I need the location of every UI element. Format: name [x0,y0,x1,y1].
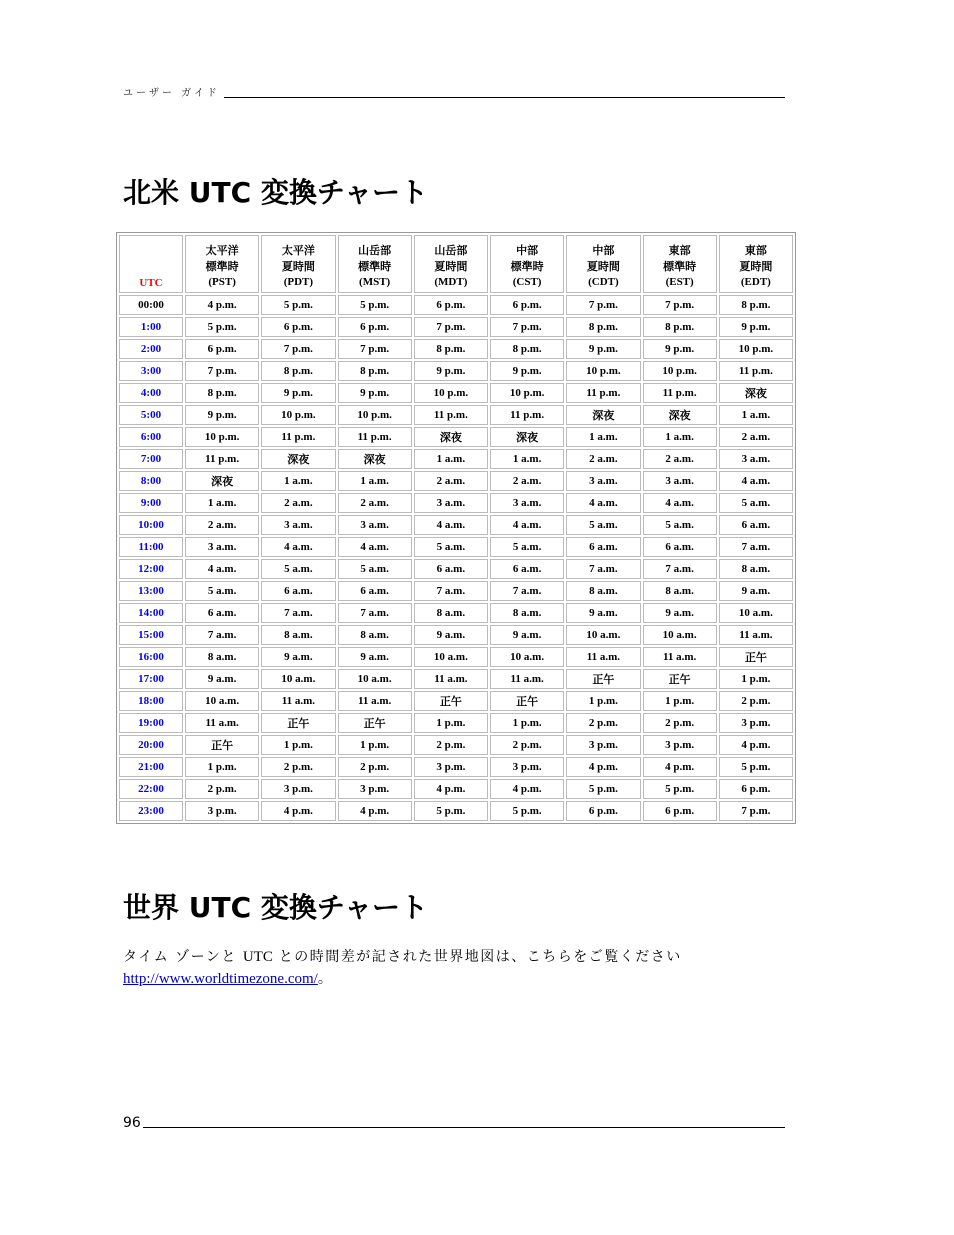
column-header-name: 山岳部 [434,244,468,257]
local-time-cell: 10 p.m. [185,427,259,447]
local-time-cell: 7 p.m. [566,295,640,315]
column-header-name: 東部 [668,244,691,257]
local-time-cell: 11 a.m. [261,691,335,711]
local-time-cell: 3 p.m. [566,735,640,755]
header-label: ユーザー ガイド [123,88,220,99]
local-time-cell: 7 p.m. [490,317,564,337]
local-time-cell: 6 p.m. [414,295,488,315]
local-time-cell: 9 p.m. [719,317,793,337]
local-time-cell: 2 p.m. [338,757,412,777]
local-time-cell: 3 a.m. [643,471,717,491]
utc-time-cell: 13:00 [119,581,183,601]
column-header-name: 夏時間 [281,260,315,273]
table-header-row [119,235,793,293]
column-header-cdt [566,235,640,293]
local-time-cell: 6 a.m. [338,581,412,601]
local-time-cell: 10 a.m. [414,647,488,667]
local-time-cell: 8 p.m. [414,339,488,359]
column-header-pdt [261,235,335,293]
utc-conversion-table [116,232,796,824]
local-time-cell: 3 a.m. [185,537,259,557]
local-time-cell: 11 p.m. [414,405,488,425]
utc-time-cell: 18:00 [119,691,183,711]
local-time-cell: 6 p.m. [719,779,793,799]
local-time-cell: 7 a.m. [185,625,259,645]
table-row [119,801,793,821]
column-header-abbr: (EST) [665,276,694,288]
utc-time-cell: 9:00 [119,493,183,513]
local-time-cell: 10 a.m. [490,647,564,667]
local-time-cell: 深夜 [414,427,488,447]
column-header-abbr: (PDT) [283,276,314,288]
local-time-cell: 深夜 [185,471,259,491]
local-time-cell: 1 a.m. [414,449,488,469]
local-time-cell: 3 a.m. [261,515,335,535]
local-time-cell: 6 p.m. [490,295,564,315]
local-time-cell: 8 a.m. [719,559,793,579]
local-time-cell: 11 p.m. [643,383,717,403]
local-time-cell: 8 p.m. [261,361,335,381]
local-time-cell: 2 p.m. [261,757,335,777]
local-time-cell: 2 a.m. [261,493,335,513]
local-time-cell: 2 a.m. [566,449,640,469]
column-header-name: 山岳部 [358,244,392,257]
table-row [119,383,793,403]
local-time-cell: 深夜 [338,449,412,469]
local-time-cell: 11 p.m. [261,427,335,447]
local-time-cell: 3 p.m. [261,779,335,799]
local-time-cell: 1 p.m. [338,735,412,755]
column-header-name: 標準時 [358,260,392,273]
header-rule [224,97,785,98]
local-time-cell: 2 a.m. [643,449,717,469]
table-row [119,757,793,777]
column-header-mdt [414,235,488,293]
column-header-name: 夏時間 [739,260,773,273]
column-header-abbr: (MDT) [434,276,468,288]
column-header-name: 東部 [744,244,767,257]
local-time-cell: 11 a.m. [338,691,412,711]
local-time-cell: 2 p.m. [566,713,640,733]
utc-time-cell: 4:00 [119,383,183,403]
column-header-name: 標準時 [663,260,697,273]
local-time-cell: 9 a.m. [643,603,717,623]
local-time-cell: 1 p.m. [490,713,564,733]
local-time-cell: 4 p.m. [490,779,564,799]
local-time-cell: 5 a.m. [490,537,564,557]
local-time-cell: 1 a.m. [261,471,335,491]
table-row [119,581,793,601]
local-time-cell: 11 a.m. [185,713,259,733]
local-time-cell: 2 a.m. [185,515,259,535]
local-time-cell: 11 a.m. [566,647,640,667]
local-time-cell: 5 a.m. [338,559,412,579]
local-time-cell: 9 a.m. [338,647,412,667]
table-row [119,427,793,447]
local-time-cell: 4 p.m. [719,735,793,755]
local-time-cell: 3 a.m. [566,471,640,491]
local-time-cell: 3 a.m. [338,515,412,535]
local-time-cell: 8 a.m. [643,581,717,601]
local-time-cell: 8 p.m. [643,317,717,337]
local-time-cell: 11 p.m. [566,383,640,403]
local-time-cell: 7 a.m. [643,559,717,579]
local-time-cell: 5 p.m. [643,779,717,799]
table-row [119,713,793,733]
utc-time-cell: 23:00 [119,801,183,821]
local-time-cell: 4 a.m. [643,493,717,513]
local-time-cell: 6 p.m. [185,339,259,359]
local-time-cell: 1 p.m. [414,713,488,733]
local-time-cell: 4 p.m. [566,757,640,777]
local-time-cell: 6 a.m. [566,537,640,557]
local-time-cell: 11 p.m. [490,405,564,425]
local-time-cell: 正午 [185,735,259,755]
utc-time-cell: 12:00 [119,559,183,579]
local-time-cell: 正午 [566,669,640,689]
local-time-cell: 11 a.m. [719,625,793,645]
table-row [119,779,793,799]
local-time-cell: 3 a.m. [414,493,488,513]
local-time-cell: 10 p.m. [338,405,412,425]
local-time-cell: 11 a.m. [414,669,488,689]
table-row [119,647,793,667]
table-row [119,537,793,557]
local-time-cell: 1 a.m. [338,471,412,491]
local-time-cell: 2 a.m. [490,471,564,491]
local-time-cell: 9 p.m. [643,339,717,359]
local-time-cell: 7 p.m. [338,339,412,359]
local-time-cell: 2 a.m. [338,493,412,513]
column-header-est [643,235,717,293]
local-time-cell: 9 a.m. [719,581,793,601]
local-time-cell: 8 p.m. [490,339,564,359]
local-time-cell: 9 p.m. [566,339,640,359]
utc-time-cell: 10:00 [119,515,183,535]
utc-time-cell: 22:00 [119,779,183,799]
local-time-cell: 2 p.m. [185,779,259,799]
page-footer [123,1111,785,1131]
local-time-cell: 4 p.m. [414,779,488,799]
local-time-cell: 1 p.m. [261,735,335,755]
local-time-cell: 3 p.m. [643,735,717,755]
local-time-cell: 1 p.m. [643,691,717,711]
local-time-cell: 5 a.m. [185,581,259,601]
local-time-cell: 10 p.m. [566,361,640,381]
local-time-cell: 7 p.m. [414,317,488,337]
column-header-pst [185,235,259,293]
local-time-cell: 10 p.m. [719,339,793,359]
local-time-cell: 6 a.m. [414,559,488,579]
local-time-cell: 8 a.m. [261,625,335,645]
local-time-cell: 5 a.m. [261,559,335,579]
local-time-cell: 3 p.m. [185,801,259,821]
column-header-abbr: (MST) [359,276,391,288]
utc-time-cell: 1:00 [119,317,183,337]
local-time-cell: 10 a.m. [566,625,640,645]
local-time-cell: 5 a.m. [414,537,488,557]
local-time-cell: 6 p.m. [261,317,335,337]
local-time-cell: 1 a.m. [643,427,717,447]
utc-time-cell: 7:00 [119,449,183,469]
local-time-cell: 6 p.m. [338,317,412,337]
local-time-cell: 正午 [261,713,335,733]
local-time-cell: 3 p.m. [490,757,564,777]
utc-time-cell: 5:00 [119,405,183,425]
column-header-edt [719,235,793,293]
local-time-cell: 8 a.m. [414,603,488,623]
local-time-cell: 5 p.m. [185,317,259,337]
paragraph-text-before: タイム ゾーンと [123,949,243,965]
table-row [119,361,793,381]
local-time-cell: 5 p.m. [719,757,793,777]
column-header-name: 標準時 [510,260,544,273]
local-time-cell: 2 p.m. [719,691,793,711]
local-time-cell: 7 a.m. [490,581,564,601]
table-row [119,515,793,535]
local-time-cell: 7 a.m. [719,537,793,557]
local-time-cell: 7 a.m. [414,581,488,601]
local-time-cell: 11 a.m. [490,669,564,689]
table-row [119,339,793,359]
local-time-cell: 7 a.m. [338,603,412,623]
local-time-cell: 10 a.m. [338,669,412,689]
local-time-cell: 5 p.m. [490,801,564,821]
local-time-cell: 10 a.m. [719,603,793,623]
local-time-cell: 10 p.m. [490,383,564,403]
local-time-cell: 8 a.m. [338,625,412,645]
section-title-north-america: 北米 UTC 変換チャート [123,176,429,209]
local-time-cell: 1 a.m. [185,493,259,513]
column-header-abbr: (CDT) [588,276,619,288]
local-time-cell: 4 a.m. [566,493,640,513]
local-time-cell: 4 a.m. [414,515,488,535]
local-time-cell: 2 a.m. [414,471,488,491]
utc-time-cell: 15:00 [119,625,183,645]
local-time-cell: 深夜 [490,427,564,447]
local-time-cell: 9 a.m. [566,603,640,623]
local-time-cell: 6 a.m. [490,559,564,579]
utc-time-cell: 21:00 [119,757,183,777]
table-row [119,625,793,645]
local-time-cell: 2 p.m. [490,735,564,755]
local-time-cell: 8 p.m. [566,317,640,337]
local-time-cell: 4 a.m. [719,471,793,491]
table-row [119,405,793,425]
table-row [119,669,793,689]
local-time-cell: 正午 [719,647,793,667]
local-time-cell: 4 a.m. [490,515,564,535]
local-time-cell: 正午 [338,713,412,733]
local-time-cell: 8 p.m. [338,361,412,381]
local-time-cell: 9 a.m. [414,625,488,645]
table-row [119,471,793,491]
local-time-cell: 8 a.m. [566,581,640,601]
local-time-cell: 7 a.m. [566,559,640,579]
local-time-cell: 4 a.m. [338,537,412,557]
local-time-cell: 5 p.m. [566,779,640,799]
column-header-mst [338,235,412,293]
utc-time-cell: 14:00 [119,603,183,623]
column-header-name: 標準時 [205,260,239,273]
utc-time-cell: 19:00 [119,713,183,733]
utc-time-cell: 6:00 [119,427,183,447]
local-time-cell: 正午 [643,669,717,689]
local-time-cell: 3 a.m. [490,493,564,513]
page-number: 96 [123,1115,141,1131]
worldtimezone-link[interactable]: http://www.worldtimezone.com/ [123,971,318,987]
local-time-cell: 7 p.m. [261,339,335,359]
table-row [119,735,793,755]
paragraph-period: 。 [317,971,334,987]
local-time-cell: 4 a.m. [185,559,259,579]
local-time-cell: 10 a.m. [261,669,335,689]
local-time-cell: 5 a.m. [566,515,640,535]
column-header-abbr: (CST) [512,276,542,288]
local-time-cell: 2 p.m. [414,735,488,755]
column-header-abbr: (EDT) [740,276,771,288]
local-time-cell: 11 p.m. [185,449,259,469]
local-time-cell: 6 p.m. [643,801,717,821]
table-row [119,449,793,469]
table-row [119,295,793,315]
column-header-cst [490,235,564,293]
local-time-cell: 8 a.m. [490,603,564,623]
table-row [119,691,793,711]
running-header [123,84,785,100]
local-time-cell: 11 p.m. [338,427,412,447]
local-time-cell: 深夜 [261,449,335,469]
local-time-cell: 4 p.m. [338,801,412,821]
local-time-cell: 10 p.m. [414,383,488,403]
utc-time-cell: 16:00 [119,647,183,667]
local-time-cell: 11 p.m. [719,361,793,381]
utc-time-cell: 8:00 [119,471,183,491]
local-time-cell: 6 a.m. [185,603,259,623]
local-time-cell: 1 p.m. [185,757,259,777]
local-time-cell: 7 a.m. [261,603,335,623]
utc-time-cell: 17:00 [119,669,183,689]
local-time-cell: 深夜 [566,405,640,425]
local-time-cell: 9 a.m. [490,625,564,645]
local-time-cell: 3 p.m. [719,713,793,733]
local-time-cell: 5 p.m. [338,295,412,315]
column-header-name: 中部 [592,244,615,257]
local-time-cell: 4 p.m. [185,295,259,315]
section-title-world: 世界 UTC 変換チャート [123,891,429,924]
column-header-name: 中部 [516,244,539,257]
local-time-cell: 9 p.m. [490,361,564,381]
local-time-cell: 1 a.m. [490,449,564,469]
local-time-cell: 2 p.m. [643,713,717,733]
local-time-cell: 8 a.m. [185,647,259,667]
local-time-cell: 10 p.m. [261,405,335,425]
local-time-cell: 2 a.m. [719,427,793,447]
table-body [119,295,793,821]
paragraph-utc: UTC [242,949,273,965]
column-header-name: 夏時間 [586,260,620,273]
local-time-cell: 7 p.m. [719,801,793,821]
local-time-cell: 6 a.m. [719,515,793,535]
utc-time-cell: 00:00 [119,295,183,315]
local-time-cell: 8 p.m. [185,383,259,403]
utc-time-cell: 3:00 [119,361,183,381]
table-row [119,559,793,579]
local-time-cell: 5 p.m. [261,295,335,315]
local-time-cell: 9 p.m. [338,383,412,403]
local-time-cell: 1 p.m. [566,691,640,711]
local-time-cell: 5 a.m. [643,515,717,535]
utc-column-header: UTC [119,235,183,293]
world-map-paragraph [123,946,783,990]
local-time-cell: 深夜 [643,405,717,425]
local-time-cell: 4 p.m. [261,801,335,821]
local-time-cell: 10 a.m. [185,691,259,711]
local-time-cell: 1 a.m. [719,405,793,425]
table-row [119,317,793,337]
local-time-cell: 3 p.m. [338,779,412,799]
column-header-name: 太平洋 [281,244,315,257]
local-time-cell: 5 a.m. [719,493,793,513]
local-time-cell: 6 p.m. [566,801,640,821]
local-time-cell: 1 a.m. [566,427,640,447]
utc-time-cell: 20:00 [119,735,183,755]
local-time-cell: 10 p.m. [643,361,717,381]
local-time-cell: 7 p.m. [643,295,717,315]
local-time-cell: 10 a.m. [643,625,717,645]
column-header-name: 夏時間 [434,260,468,273]
local-time-cell: 3 p.m. [414,757,488,777]
local-time-cell: 4 a.m. [261,537,335,557]
utc-time-cell: 2:00 [119,339,183,359]
local-time-cell: 6 a.m. [261,581,335,601]
table-row [119,493,793,513]
footer-rule [143,1127,785,1128]
local-time-cell: 9 p.m. [414,361,488,381]
local-time-cell: 11 a.m. [643,647,717,667]
local-time-cell: 9 p.m. [185,405,259,425]
local-time-cell: 9 a.m. [261,647,335,667]
paragraph-text-after: との時間差が記された世界地図は、こちらをご覧ください [272,949,682,965]
local-time-cell: 5 p.m. [414,801,488,821]
utc-time-cell: 11:00 [119,537,183,557]
local-time-cell: 9 p.m. [261,383,335,403]
column-header-abbr: (PST) [208,276,236,288]
column-header-name: 太平洋 [205,244,239,257]
local-time-cell: 9 a.m. [185,669,259,689]
local-time-cell: 8 p.m. [719,295,793,315]
table-row [119,603,793,623]
local-time-cell: 7 p.m. [185,361,259,381]
local-time-cell: 正午 [490,691,564,711]
local-time-cell: 6 a.m. [643,537,717,557]
local-time-cell: 深夜 [719,383,793,403]
local-time-cell: 3 a.m. [719,449,793,469]
local-time-cell: 正午 [414,691,488,711]
local-time-cell: 1 p.m. [719,669,793,689]
local-time-cell: 4 p.m. [643,757,717,777]
